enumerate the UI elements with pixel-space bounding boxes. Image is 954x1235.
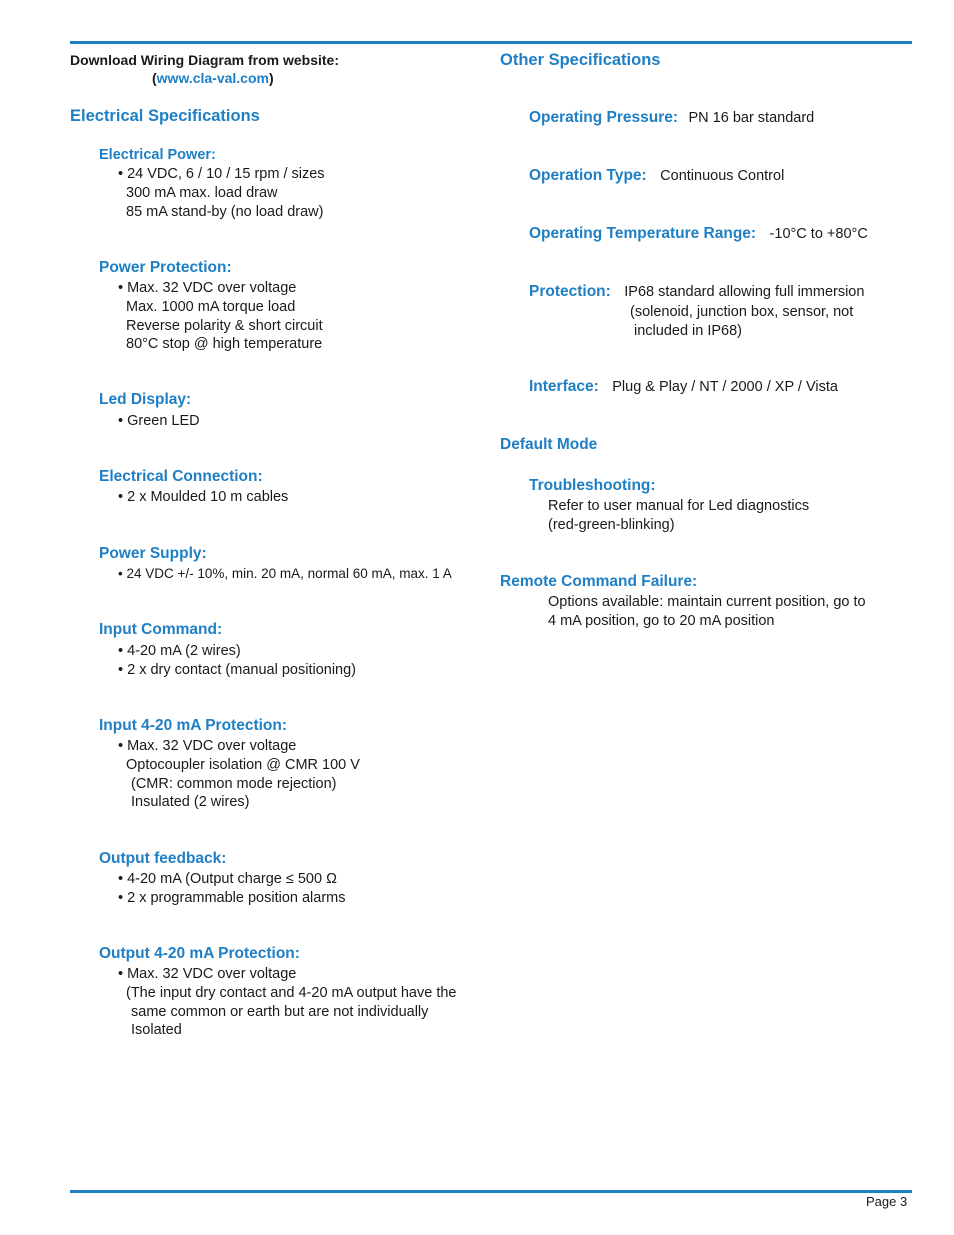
electrical-connection-heading: Electrical Connection:	[99, 468, 263, 485]
temperature-range-value: -10°C to +80°C	[769, 226, 868, 242]
other-specs-title: Other Specifications	[500, 51, 661, 69]
list-item: (red-green-blinking)	[548, 516, 675, 533]
paren-close: )	[268, 70, 274, 86]
protection-details	[630, 303, 853, 341]
list-item: 300 mA max. load draw	[126, 184, 278, 201]
output-feedback-list	[118, 870, 346, 908]
list-item: Options available: maintain current position, go to	[548, 594, 866, 610]
list-item: • Max. 32 VDC over voltage	[118, 738, 297, 754]
protection-row	[529, 283, 864, 302]
troubleshooting-heading: Troubleshooting:	[529, 477, 656, 494]
operating-pressure-label: Operating Pressure:	[529, 109, 679, 126]
page-number: Page 3	[866, 1194, 908, 1209]
list-item: 85 mA stand-by (no load draw)	[126, 203, 324, 220]
electrical-specs-title: Electrical Specifications	[70, 107, 260, 125]
list-item: • Max. 32 VDC over voltage	[118, 280, 297, 296]
top-rule	[70, 41, 912, 44]
power-supply-heading: Power Supply:	[99, 545, 207, 562]
input-protection-list	[118, 737, 360, 812]
output-protection-heading: Output 4-20 mA Protection:	[99, 945, 300, 962]
list-item: • 2 x programmable position alarms	[118, 889, 346, 906]
paren-open: (	[152, 70, 157, 86]
list-item: • Max. 32 VDC over voltage	[118, 966, 297, 982]
list-item: • 4-20 mA (2 wires)	[118, 643, 241, 659]
list-item: Insulated (2 wires)	[131, 794, 250, 811]
troubleshooting-text	[548, 497, 809, 535]
electrical-connection-list	[118, 488, 288, 507]
download-link-line	[152, 70, 274, 86]
list-item: • 24 VDC, 6 / 10 / 15 rpm / sizes	[118, 166, 325, 182]
bottom-rule	[70, 1190, 912, 1193]
list-item: Optocoupler isolation @ CMR 100 V	[126, 756, 360, 773]
list-item: same common or earth but are not individually	[131, 1003, 429, 1020]
operation-type-value: Continuous Control	[660, 168, 785, 184]
output-feedback-heading: Output feedback:	[99, 850, 227, 867]
list-item: • 24 VDC +/- 10%, min. 20 mA, normal 60 mA, max. 1 A	[118, 566, 452, 581]
list-item: 4 mA position, go to 20 mA position	[548, 612, 775, 629]
operating-pressure-value: PN 16 bar standard	[688, 110, 815, 126]
list-item: 80°C stop @ high temperature	[126, 336, 323, 353]
remote-failure-text	[548, 593, 866, 631]
download-heading: Download Wiring Diagram from website:	[70, 52, 340, 68]
list-item: (solenoid, junction box, sensor, not	[630, 304, 854, 320]
list-item: • Green LED	[118, 413, 200, 429]
list-item: Isolated	[131, 1022, 182, 1039]
input-protection-heading: Input 4-20 mA Protection:	[99, 717, 288, 734]
electrical-power-list	[118, 165, 325, 221]
interface-label: Interface:	[529, 378, 599, 395]
output-protection-list	[118, 965, 456, 1040]
list-item: Reverse polarity & short circuit	[126, 317, 323, 334]
power-protection-heading: Power Protection:	[99, 259, 232, 276]
electrical-power-heading: Electrical Power:	[99, 147, 216, 163]
website-link[interactable]: www.cla-val.com	[156, 70, 269, 86]
protection-value: IP68 standard allowing full immersion	[624, 284, 865, 300]
power-protection-list	[118, 279, 323, 354]
power-supply-list	[118, 565, 452, 584]
temperature-range-row	[529, 225, 868, 244]
operating-pressure-row	[529, 109, 814, 128]
list-item: Max. 1000 mA torque load	[126, 298, 296, 315]
operation-type-row	[529, 167, 784, 186]
remote-failure-heading: Remote Command Failure:	[500, 573, 698, 590]
list-item: (The input dry contact and 4-20 mA output have the	[126, 984, 457, 1001]
list-item: • 2 x Moulded 10 m cables	[118, 489, 289, 505]
list-item: included in IP68)	[634, 322, 743, 339]
list-item: • 2 x dry contact (manual positioning)	[118, 661, 356, 678]
list-item: Refer to user manual for Led diagnostics	[548, 498, 810, 514]
led-display-list	[118, 412, 200, 431]
list-item: (CMR: common mode rejection)	[131, 775, 337, 792]
input-command-list	[118, 642, 356, 680]
interface-value: Plug & Play / NT / 2000 / XP / Vista	[612, 379, 838, 395]
input-command-heading: Input Command:	[99, 621, 223, 638]
protection-label: Protection:	[529, 283, 611, 300]
default-mode-title: Default Mode	[500, 436, 598, 453]
list-item: • 4-20 mA (Output charge ≤ 500 Ω	[118, 871, 337, 887]
led-display-heading: Led Display:	[99, 391, 192, 408]
interface-row	[529, 378, 838, 397]
temperature-range-label: Operating Temperature Range:	[529, 225, 757, 242]
operation-type-label: Operation Type:	[529, 167, 647, 184]
